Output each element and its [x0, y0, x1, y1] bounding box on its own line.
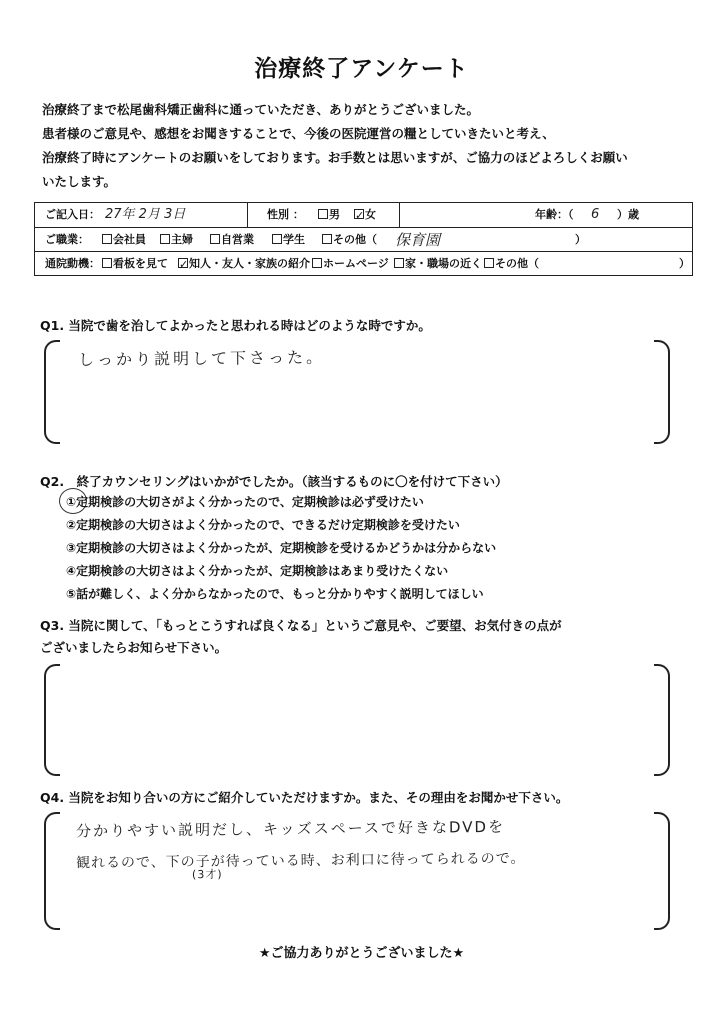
checked-box-icon: ✓	[179, 258, 189, 271]
motive-option-nearby[interactable]: 家・職場の近く	[393, 252, 482, 276]
checkbox-icon	[322, 234, 332, 244]
job-other-value[interactable]: 保育園	[395, 231, 441, 249]
job-option-self[interactable]: 自営業	[209, 228, 254, 252]
closing-thanks: ★ご協力ありがとうございました★	[258, 946, 465, 961]
gender-male[interactable]: 男	[317, 203, 340, 227]
q2-option-1[interactable]: ①定期検診の大切さがよく分かったので、定期検診は必ず受けたい	[66, 495, 424, 509]
job-option-housewife[interactable]: 主婦	[159, 228, 193, 252]
age-label: 年齢：（	[535, 208, 574, 221]
q4-answer-line1[interactable]: 分かりやすい説明だし、キッズスペースで好きなDVDを	[75, 817, 506, 841]
job-option-other[interactable]: その他（	[321, 228, 377, 252]
job-option-student[interactable]: 学生	[271, 228, 305, 252]
age-suffix: ）歳	[617, 208, 639, 221]
info-table	[34, 202, 693, 276]
q3-question-line2: ございましたらお知らせ下さい。	[40, 640, 228, 655]
q3-bracket-left	[44, 664, 60, 776]
gender-label: 性別 ：	[267, 208, 304, 221]
motive-close: ）	[679, 257, 690, 270]
q3-question-line1: Q3. 当院に関して、「もっとこうすれば良くなる」というご意見や、ご要望、お気付きの点が	[40, 618, 562, 633]
motive-option-other[interactable]: その他（	[483, 252, 539, 276]
motive-option-homepage[interactable]: ホームページ	[311, 252, 389, 276]
checkbox-icon	[210, 234, 220, 244]
info-row-job	[35, 227, 692, 252]
q1-bracket-right	[654, 340, 670, 444]
checkbox-icon	[484, 258, 494, 268]
q2-option-4[interactable]: ④定期検診の大切さはよく分かったが、定期検診はあまり受けたくない	[66, 564, 449, 578]
q2-question: Q2. 終了カウンセリングはいかがでしたか。（該当するものに〇を付けて下さい）	[40, 474, 508, 489]
checkbox-icon	[312, 258, 322, 268]
q4-bracket-right	[654, 812, 670, 930]
info-row-motive	[35, 251, 692, 276]
gender-female[interactable]: ✓ 女	[355, 208, 376, 222]
q1-question: Q1. 当院で歯を治してよかったと思われる時はどのような時ですか。	[40, 318, 431, 333]
motive-label: 通院動機：	[45, 257, 100, 270]
checkbox-icon	[272, 234, 282, 244]
q4-answer-line2[interactable]: 観れるので、下の子が待っている時、お利口に待ってられるので。	[75, 850, 526, 872]
job-label: ご職業：	[45, 233, 89, 246]
info-row-date	[35, 203, 692, 227]
q3-bracket-right	[654, 664, 670, 776]
checkbox-icon	[394, 258, 404, 268]
intro-line-2: 患者様のご意見や、感想をお聞きすることで、今後の医院運営の糧としていきたいと考え、	[42, 126, 555, 141]
q2-option-3[interactable]: ③定期検診の大切さはよく分かったが、定期検診を受けるかどうかは分からない	[66, 541, 497, 555]
q4-question: Q4. 当院をお知り合いの方にご紹介していただけますか。また、その理由をお聞かせ下さい。	[40, 790, 569, 805]
date-label: ご記入日：	[45, 208, 100, 221]
job-close: ）	[575, 233, 586, 246]
checkbox-icon	[102, 258, 112, 268]
intro-line-4: いたします。	[42, 174, 117, 189]
checkbox-icon	[318, 209, 328, 219]
intro-line-3: 治療終了時にアンケートのお願いをしております。お手数とは思いますが、ご協力のほどよろしくお願い	[42, 150, 628, 165]
q4-bracket-left	[44, 812, 60, 930]
age-value[interactable]: 6	[591, 207, 600, 222]
q1-bracket-left	[44, 340, 60, 444]
intro-line-1: 治療終了まで松尾歯科矯正歯科に通っていただき、ありがとうございました。	[42, 102, 480, 117]
job-option-company[interactable]: 会社員	[101, 228, 146, 252]
q1-answer[interactable]: しっかり説明して下さった。	[77, 347, 326, 370]
motive-option-sign[interactable]: 看板を見て	[101, 252, 168, 276]
q2-option-5[interactable]: ⑤話が難しく、よく分からなかったので、もっと分かりやすく説明してほしい	[66, 587, 484, 601]
checkbox-icon	[160, 234, 170, 244]
q4-answer-note: (3才)	[191, 867, 223, 882]
date-value[interactable]: 27年 2月 3日	[105, 207, 186, 222]
page-title: 治療終了アンケート	[254, 56, 469, 82]
checkbox-icon	[102, 234, 112, 244]
q2-option-2[interactable]: ②定期検診の大切さはよく分かったので、できるだけ定期検診を受けたい	[66, 518, 460, 532]
checked-box-icon: ✓	[355, 209, 365, 222]
motive-option-referral[interactable]: ✓ 知人・友人・家族の紹介	[179, 257, 310, 271]
